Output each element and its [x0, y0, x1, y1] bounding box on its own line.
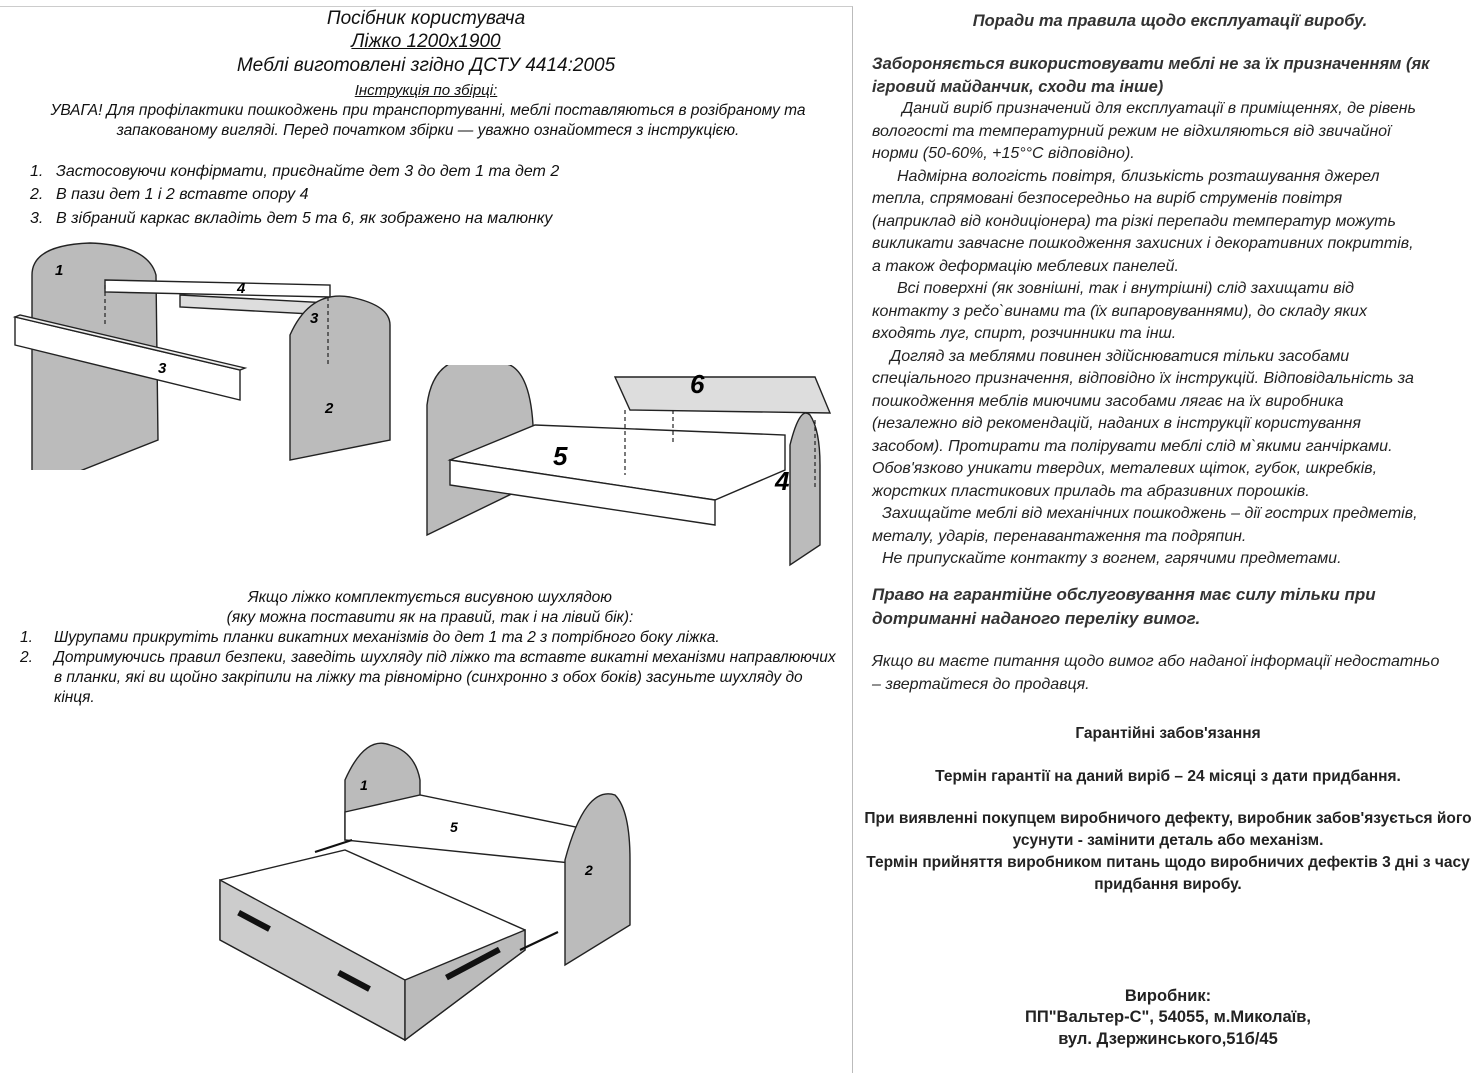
drawer-step-1	[20, 628, 840, 648]
care-line: металу, ударів, перенавантаження та подряпин.	[872, 527, 1247, 545]
care-line: Надмірна вологість повітря, близькість розташування джерел	[897, 167, 1380, 185]
instructions-title: Інструкція по збірці:	[354, 82, 498, 99]
care-line: Захищайте меблі від механічних пошкоджень – дії гострих предметів,	[882, 505, 1418, 522]
step-3	[30, 209, 552, 229]
drawer-section	[20, 588, 840, 708]
warning-text: УВАГА! Для профілактики пошкоджень при транспортуванні, меблі поставляються в розібраному та запакованому вигляді. Перед початком збірки — уважно ознайомтеся з інструкцією.	[50, 102, 806, 139]
care-line: контакту з рečо`винами та (їх випаровуваннями), до складу яких	[872, 302, 1367, 320]
assembly-diagram-slats	[415, 365, 845, 575]
assembly-diagram-frame	[0, 235, 420, 470]
care-line: спеціального призначення, відповідно їх інструкцій. Відповідальність за	[872, 370, 1414, 387]
step-text: Застосовуючи конфірмати, приєднайте дет 3 до дет 1 та дет 2	[56, 163, 560, 180]
assembly-diagram-drawer	[210, 740, 640, 1070]
slat-board-part-6	[615, 377, 830, 413]
step-text: В зібраний каркас вкладіть дет 5 та 6, як зображено на малюнку	[56, 210, 553, 227]
guarantee-defect: При виявленні покупцем виробничого дефекту, виробник забов'язується його усунути - замінити деталь або механізм.	[864, 810, 1472, 849]
label: 2	[585, 862, 593, 878]
care-line: (незалежно від рекомендацій, наданих в інструкції користування	[872, 415, 1361, 432]
guarantee-title: Гарантійні забов'язання	[1075, 725, 1261, 742]
care-line: Всі поверхні (як зовнішні, так і внутрішні) слід захищати від	[897, 280, 1354, 297]
care-line: Обов'язково уникати твердих, металевих щіток, губок, шкребків,	[872, 460, 1378, 477]
drawer-step-2	[20, 648, 840, 708]
drawer-intro-sides: (яку можна поставити як на правий, так і на лівий бік):	[226, 609, 634, 626]
guarantee-term: Термін гарантії на даний виріб – 24 місяці з дати придбання.	[935, 768, 1401, 785]
manufacturer-name: ПП"Вальтер-С", 54055, м.Миколаїв,	[1024, 1008, 1311, 1026]
care-line: а також деформацію меблевих панелей.	[872, 257, 1179, 275]
care-title: Поради та правила щодо експлуатації виробу.	[972, 12, 1368, 30]
drawer-intro: Якщо ліжко комплектується висувною шухлядою	[248, 589, 612, 606]
care-line: Не припускайте контакту з вогнем, гарячими предметами.	[882, 550, 1342, 567]
label: 5	[553, 441, 568, 471]
care-line: входять луг, спирт, розчинники та інш.	[872, 325, 1177, 342]
care-prohibition: Забороняється використовувати меблі не за їх призначенням (як ігровий майданчик, сходи та інше)	[872, 55, 1430, 96]
warranty-terms: Право на гарантійне обслуговування має силу тільки при дотриманні наданого переліку вимог.	[872, 585, 1376, 628]
care-line: Догляд за меблями повинен здійснюватися тільки засобами	[890, 347, 1350, 365]
step-text: Шурупами прикрутіть планки викатних механізмів до дет 1 та 2 з потрібного боку ліжка.	[54, 629, 720, 646]
label: 4	[775, 466, 790, 496]
manual-title: Посібник користувача	[326, 8, 526, 29]
step-number: 3.	[30, 210, 44, 227]
step-text: В пази дет 1 і 2 вставте опору 4	[56, 186, 309, 203]
manufacturer-label: Виробник:	[1124, 987, 1212, 1005]
care-line: норми (50-60%, +15°°С відповідно).	[872, 145, 1135, 162]
care-line: жорстких пластикових приладь та абразивних порошків.	[872, 482, 1310, 500]
step-number: 2.	[20, 649, 33, 666]
product-name: Ліжко 1200х1900	[351, 31, 501, 52]
step-number: 1.	[30, 163, 44, 180]
label: 6	[690, 369, 705, 399]
care-line: вологості та температурний режим не відхиляються від звичайної	[872, 122, 1391, 140]
step-number: 1.	[20, 629, 33, 646]
care-line: тепла, спрямовані безпосередньо на виріб струменів повітря	[872, 190, 1343, 207]
manufacturer-address: вул. Дзержинського,51б/45	[1058, 1030, 1278, 1048]
step-1	[30, 162, 559, 182]
label: 5	[450, 819, 458, 835]
care-line: засобом). Протирати та полірувати меблі слід м`якими ганчірками.	[872, 437, 1393, 455]
label: 4	[237, 280, 246, 297]
care-line: пошкодження меблів миючими засобами лягає на їх виробника	[872, 392, 1344, 410]
footboard-part-2	[290, 296, 390, 460]
step-2	[30, 185, 308, 205]
step-text: Дотримуючись правил безпеки, заведіть шухляду під ліжко та вставте викатні механізми направлюючих в планки, які ви щойно закріпили на ліжку та рівномірно (синхронно з обох боків) засуньте шухляду до кінця.	[54, 649, 836, 706]
care-text	[872, 98, 1477, 571]
label: 1	[55, 262, 64, 279]
guarantee-acceptance: Термін прийняття виробником питань щодо виробничих дефектів 3 дні з часу придбання виробу.	[866, 854, 1470, 893]
care-line: викликати завчасне пошкодження захисних і декоративних покриттів,	[872, 235, 1414, 252]
standard-note: Меблі виготовлені згідно ДСТУ 4414:2005	[236, 55, 616, 76]
step-number: 2.	[30, 186, 44, 203]
label: 3	[158, 360, 167, 377]
label: 3	[310, 310, 319, 327]
questions-note: Якщо ви маєте питання щодо вимог або наданої інформації недостатньо – звертайтеся до продавця.	[872, 653, 1440, 693]
label: 1	[360, 777, 368, 793]
footboard-part-2	[565, 794, 630, 965]
label: 2	[325, 400, 334, 417]
care-line: Даний виріб призначений для експлуатації в приміщеннях, де рівень	[902, 100, 1416, 117]
care-line: (наприклад від кондиціонера) та різкі перепади температур можуть	[872, 212, 1396, 230]
